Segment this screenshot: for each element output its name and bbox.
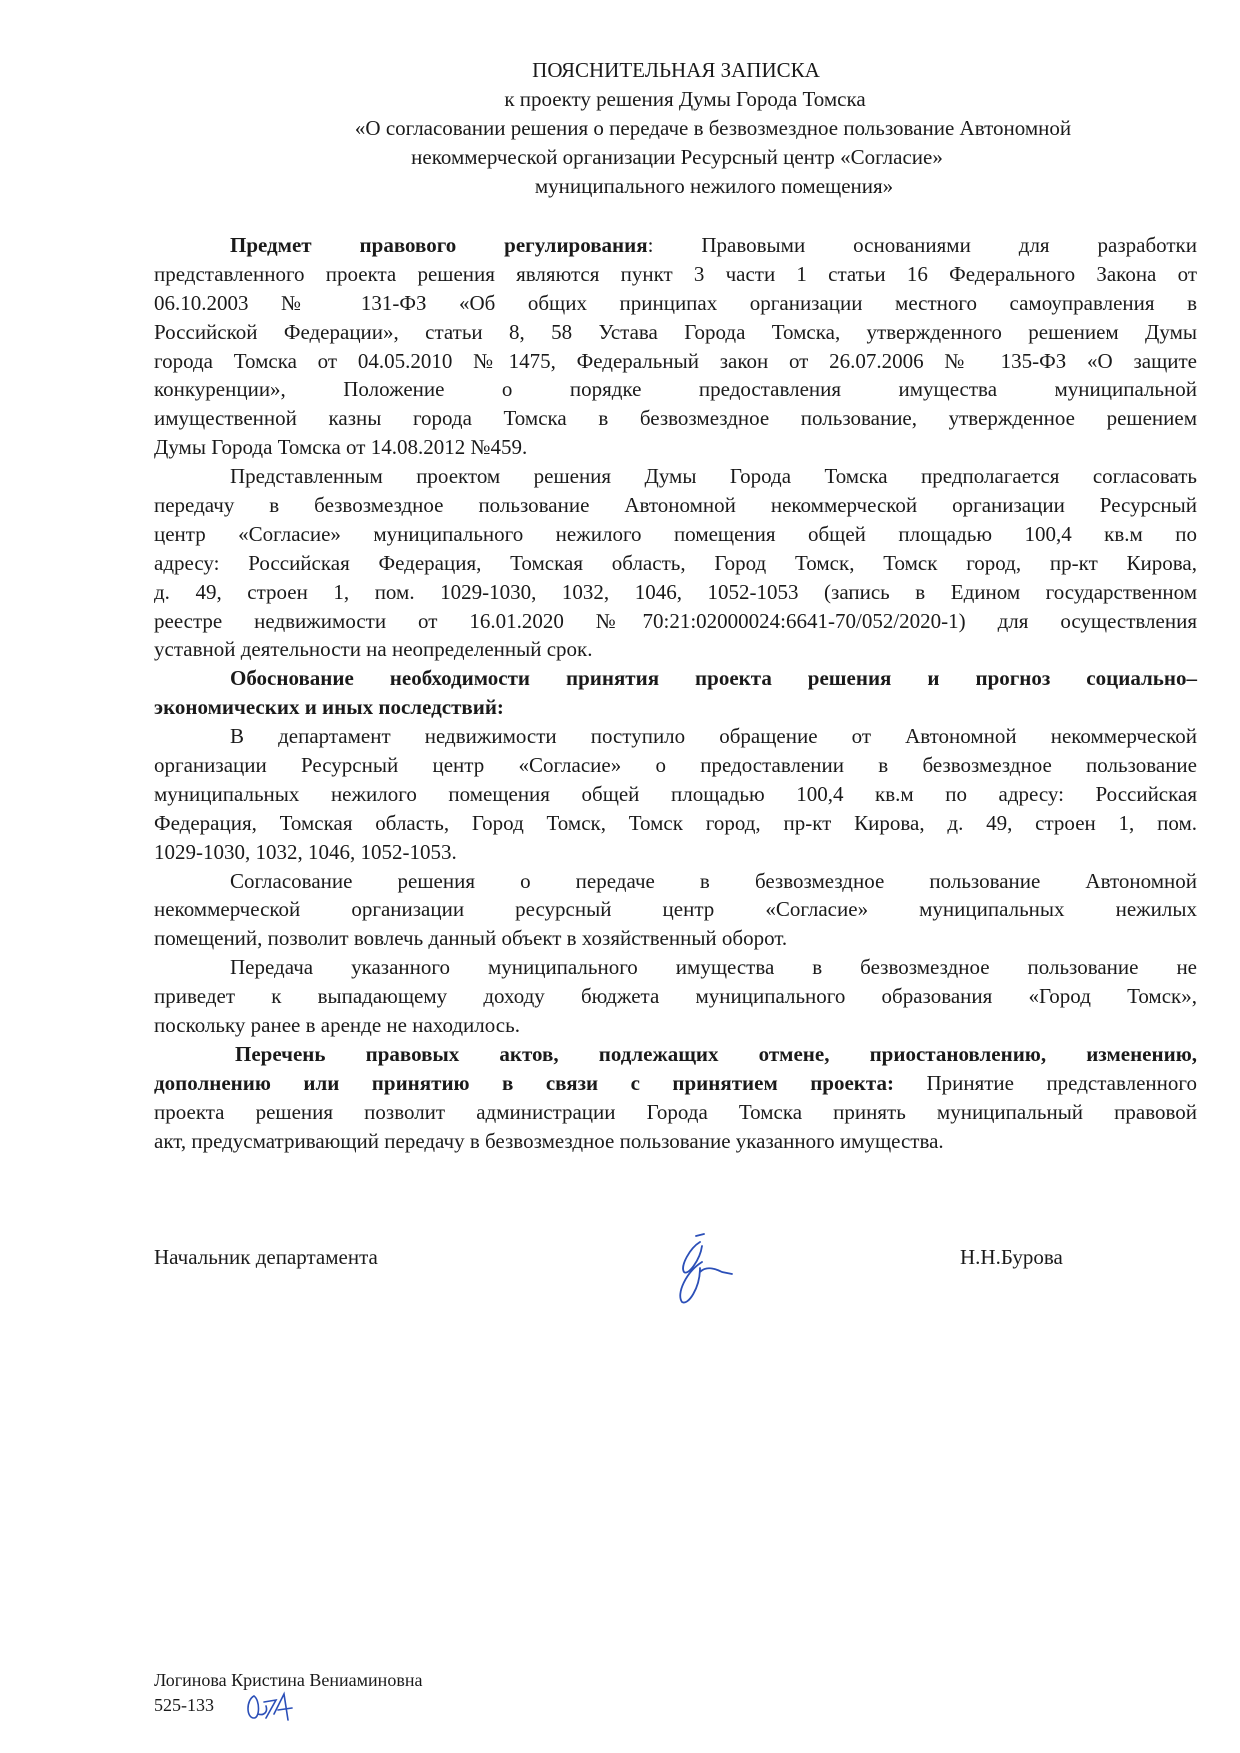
body-text: некоммерческой организации ресурсный центр «Согласие» муниципальных нежилых <box>154 897 1197 922</box>
text-line <box>154 1011 1197 1040</box>
body-text: Согласование решения о передаче в безвозмездное пользование Автономной <box>230 868 1197 893</box>
text-line <box>154 433 1197 462</box>
text-line <box>154 520 1197 549</box>
body-text: В департамент недвижимости поступило обращение от Автономной некоммерческой <box>230 724 1197 749</box>
text-line <box>154 578 1197 607</box>
text-line <box>154 664 1197 693</box>
text-line <box>154 809 1197 838</box>
signatory-position: Начальник департамента <box>154 1245 378 1269</box>
bold-heading-text: Предмет правового регулирования <box>230 233 648 257</box>
body-text: имущественной казны города Томска в безвозмездное пользование, утвержденное решением <box>154 406 1197 431</box>
body-text: представленного проекта решения являются пункт 3 части 1 статьи 16 Федерального Закона от <box>154 261 1197 286</box>
paragraph <box>154 231 1197 462</box>
text-line <box>154 1040 1197 1069</box>
text-line <box>154 289 1197 318</box>
body-text: приведет к выпадающему доходу бюджета муниципального образования «Город Томск», <box>154 984 1197 1009</box>
text-line <box>154 751 1197 780</box>
executor-name: Логинова Кристина Вениаминовна <box>154 1670 423 1690</box>
text-line <box>154 1127 1197 1156</box>
document-title: ПОЯСНИТЕЛЬНАЯ ЗАПИСКА <box>532 58 820 82</box>
text-line <box>154 867 1197 896</box>
text-line <box>154 838 1197 867</box>
paragraph <box>154 462 1197 664</box>
text-line <box>154 693 1197 722</box>
text-line <box>154 953 1197 982</box>
document-subtitle: некоммерческой организации Ресурсный центр «Согласие» <box>411 145 943 169</box>
body-text: уставной деятельности на неопределенный срок. <box>154 637 593 662</box>
body-text: передачу в безвозмездное пользование Автономной некоммерческой организации Ресурсный <box>154 493 1197 518</box>
body-text: конкуренции», Положение о порядке предоставления имущества муниципальной <box>154 377 1197 402</box>
text-line <box>154 607 1197 636</box>
text-line <box>154 722 1197 751</box>
body-text: центр «Согласие» муниципального нежилого помещения общей площадью 100,4 кв.м по <box>154 521 1197 546</box>
paragraph <box>154 1040 1197 1156</box>
paragraph <box>154 722 1197 866</box>
text-line <box>154 895 1197 924</box>
body-text: Федерация, Томская область, Город Томск, Томск город, пр-кт Кирова, д. 49, строен 1, пом. <box>154 810 1197 835</box>
handwritten-signature-icon <box>670 1232 750 1308</box>
text-line <box>154 635 1197 664</box>
body-text: помещений, позволит вовлечь данный объект в хозяйственный оборот. <box>154 926 788 951</box>
text-line <box>154 1098 1197 1127</box>
text-line <box>154 375 1197 404</box>
body-text: Представленным проектом решения Думы Города Томска предполагается согласовать <box>230 464 1197 489</box>
text-line <box>154 1069 1197 1098</box>
text-line <box>154 462 1197 491</box>
body-text: Передача указанного муниципального имущества в безвозмездное пользование не <box>230 955 1197 980</box>
body-text: 06.10.2003 № 131-ФЗ «Об общих принципах организации местного самоуправления в <box>154 290 1197 315</box>
body-text: д. 49, строен 1, пом. 1029-1030, 1032, 1046, 1052-1053 (запись в Едином государственном <box>154 579 1197 604</box>
text-line <box>154 549 1197 578</box>
body-text: адресу: Российская Федерация, Томская область, Город Томск, Томск город, пр-кт Кирова, <box>154 550 1197 575</box>
signatory-name: Н.Н.Бурова <box>960 1245 1063 1269</box>
text-line <box>154 491 1197 520</box>
body-text: муниципальных нежилого помещения общей площадью 100,4 кв.м по адресу: Российская <box>154 781 1197 806</box>
body-text: поскольку ранее в аренде не находилось. <box>154 1013 520 1038</box>
body-text: города Томска от 04.05.2010 №1475, Федеральный закон от 26.07.2006 № 135-ФЗ «О защите <box>154 348 1197 373</box>
executor-phone: 525-133 <box>154 1695 214 1715</box>
text-line <box>154 260 1197 289</box>
text-line <box>154 347 1197 376</box>
bold-heading-text: Перечень правовых актов, подлежащих отмене, приостановлению, изменению, <box>235 1041 1197 1066</box>
bold-heading-text: экономических и иных последствий: <box>154 695 504 720</box>
body-text: Принятие представленного <box>893 1070 1197 1095</box>
body-text: проекта решения позволит администрации Города Томска принять муниципальный правовой <box>154 1099 1197 1124</box>
body-text: 1029-1030, 1032, 1046, 1052-1053. <box>154 839 457 864</box>
text-line <box>154 404 1197 433</box>
text-line <box>154 924 1197 953</box>
body-text: организации Ресурсный центр «Согласие» о предоставлении в безвозмездное пользование <box>154 753 1197 778</box>
bold-heading-text: дополнению или принятию в связи с принятием проекта: <box>154 1070 894 1095</box>
text-line <box>154 780 1197 809</box>
body-text: акт, предусматривающий передачу в безвозмездное пользование указанного имущества. <box>154 1128 944 1153</box>
text-line <box>154 231 1197 260</box>
text-line <box>154 982 1197 1011</box>
text-line <box>154 318 1197 347</box>
paragraph <box>154 664 1197 722</box>
paragraph <box>154 953 1197 1040</box>
document-subtitle: «О согласовании решения о передаче в безвозмездное пользование Автономной <box>354 116 1072 140</box>
paragraph <box>154 867 1197 954</box>
initials-signature-icon <box>244 1690 298 1724</box>
document-body <box>154 231 1197 1156</box>
body-text: Российской Федерации», статьи 8, 58 Устава Города Томска, утвержденного решением Думы <box>154 319 1197 344</box>
body-text: реестре недвижимости от 16.01.2020 №70:21:02000024:6641-70/052/2020-1) для осуществления <box>154 608 1197 633</box>
body-text: Думы Города Томска от 14.08.2012 №459. <box>154 435 528 460</box>
document-subtitle: к проекту решения Думы Города Томска <box>504 87 866 111</box>
document-subtitle: муниципального нежилого помещения» <box>534 174 894 198</box>
body-text: : Правовыми основаниями для разработки <box>647 233 1197 257</box>
bold-heading-text: Обоснование необходимости принятия проекта решения и прогноз социально– <box>230 666 1197 691</box>
